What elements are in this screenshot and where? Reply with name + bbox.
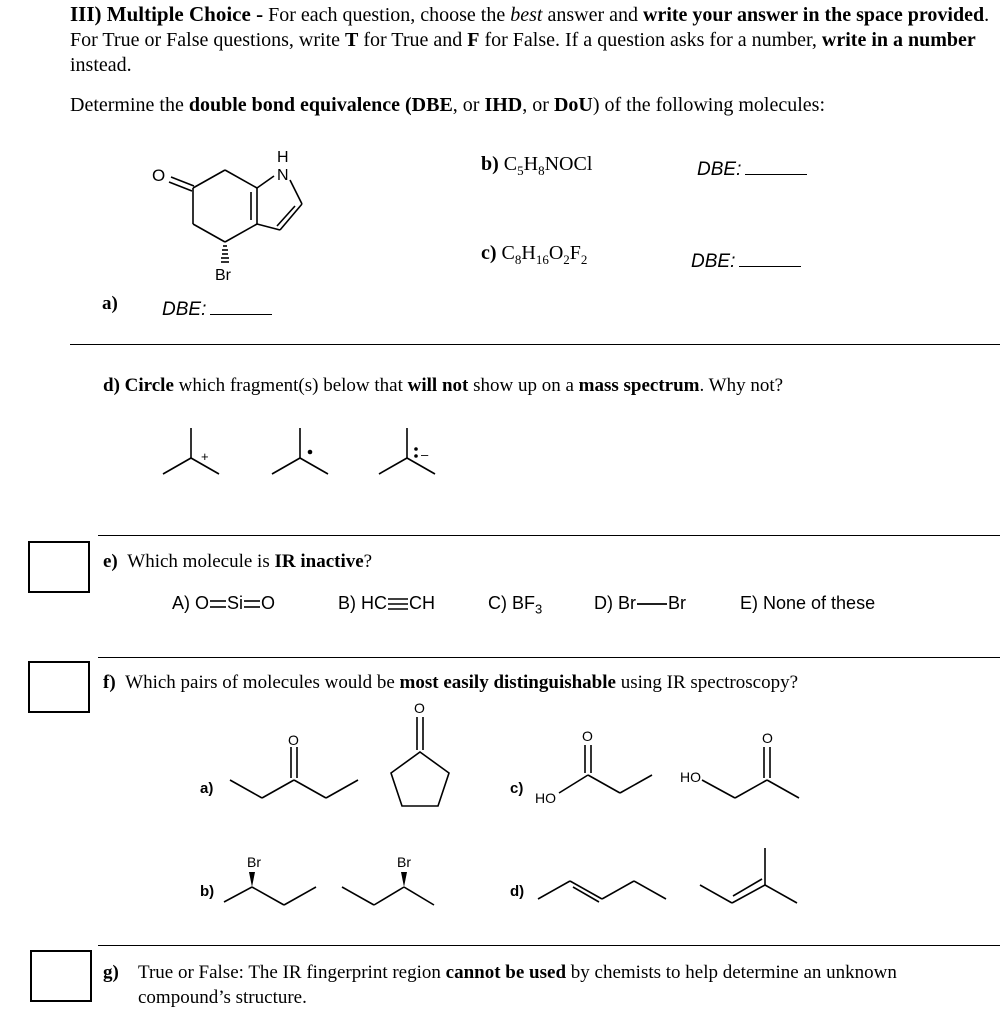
pair-c-hydroxy-ketone-2	[702, 747, 799, 798]
fragment-cation[interactable]	[163, 428, 219, 474]
wedge-bond	[401, 872, 407, 887]
choice-b[interactable]: B) HC CH	[338, 593, 435, 613]
pair-b-bromide-2	[342, 887, 434, 905]
svg-text:O: O	[762, 730, 773, 746]
answer-box-f[interactable]	[28, 661, 90, 713]
divider	[98, 657, 1000, 658]
radical-dot	[308, 450, 313, 455]
single-bond-icon	[636, 599, 668, 609]
part-a-label: a)	[102, 293, 118, 314]
choice-e[interactable]: E) None of these	[740, 593, 876, 613]
double-bond-icon	[209, 598, 227, 610]
divider	[98, 535, 1000, 536]
answer-box-e[interactable]	[28, 541, 90, 593]
choice-d[interactable]: D) Br Br	[594, 593, 686, 613]
part-e-question: e) Which molecule is IR inactive?	[103, 551, 373, 572]
pair-a-ketone	[230, 747, 358, 798]
part-d-question: d) Circle which fragment(s) below that will not show up on a mass spectrum. Why not?	[103, 375, 784, 396]
section-title: III) Multiple Choice -	[70, 2, 264, 26]
part-c-dbe-blank[interactable]	[739, 265, 801, 267]
svg-text:O: O	[288, 732, 299, 748]
svg-text:O: O	[582, 728, 593, 744]
molecule-a-structure	[140, 140, 340, 290]
part-f-question: f) Which pairs of molecules would be most easily distinguishable using IR spectroscopy?	[103, 672, 799, 693]
svg-text:HO: HO	[535, 790, 556, 806]
part-a-dbe: DBE:	[162, 299, 272, 321]
fragments	[150, 418, 470, 488]
svg-text:–: –	[421, 447, 429, 462]
pair-c-label[interactable]: c)	[510, 780, 524, 797]
part-b-formula: b) $C_5H_8NOCl$	[481, 153, 593, 178]
part-c-dbe: DBE:	[691, 251, 801, 273]
atom-br: Br	[215, 267, 231, 284]
part-g-question: g) True or False: The IR fingerprint region cannot be used by chemists to help determine an unknown compound’s structure.	[103, 962, 897, 1008]
answer-box-g[interactable]	[30, 950, 92, 1002]
choice-a[interactable]: A) O Si O	[172, 593, 276, 613]
hashed-wedge	[221, 246, 229, 262]
svg-text:HO: HO	[680, 769, 701, 785]
part-b-dbe-blank[interactable]	[745, 173, 807, 175]
triple-bond-icon	[387, 597, 409, 611]
ir-pairs-structures	[190, 695, 830, 935]
double-bond-icon	[243, 598, 261, 610]
divider	[70, 344, 1000, 345]
wedge-bond	[249, 872, 255, 887]
divider	[98, 945, 1000, 946]
pair-d-alkene-2	[700, 848, 797, 903]
choice-c[interactable]: C) $BF_3$	[488, 593, 543, 617]
svg-text:O: O	[414, 700, 425, 716]
svg-text:Br: Br	[247, 854, 261, 870]
fragment-anion[interactable]	[379, 428, 435, 474]
svg-text:+: +	[201, 449, 209, 464]
pair-d-alkene	[538, 881, 666, 902]
section-header: III) Multiple Choice - For each question, choose the best answer and write your answer in the space provided. For True or False questions, write T for True and F for False. If a question asks for a number, write in a number instead.	[70, 2, 990, 76]
pair-a-label[interactable]: a)	[200, 780, 214, 797]
atom-h: H	[277, 149, 289, 166]
part-b-dbe: DBE:	[697, 159, 807, 181]
part-c-formula: c) $C_8H_{16}O_2F_2$	[481, 242, 588, 267]
pair-a-cyclopentanone	[391, 717, 449, 806]
svg-text:Br: Br	[397, 854, 411, 870]
pair-b-bromide	[224, 887, 316, 905]
dbe-instruction: Determine the double bond equivalence (DBE, or IHD, or DoU) of the following molecules:	[70, 94, 825, 116]
fragment-radical[interactable]	[272, 428, 328, 474]
pair-b-label[interactable]: b)	[200, 883, 215, 900]
atom-o: O	[152, 166, 166, 185]
atom-n: N	[277, 167, 289, 184]
pair-d-label[interactable]: d)	[510, 883, 525, 900]
pair-c-hydroxy-ketone	[559, 745, 652, 793]
part-a-dbe-blank[interactable]	[210, 313, 272, 315]
